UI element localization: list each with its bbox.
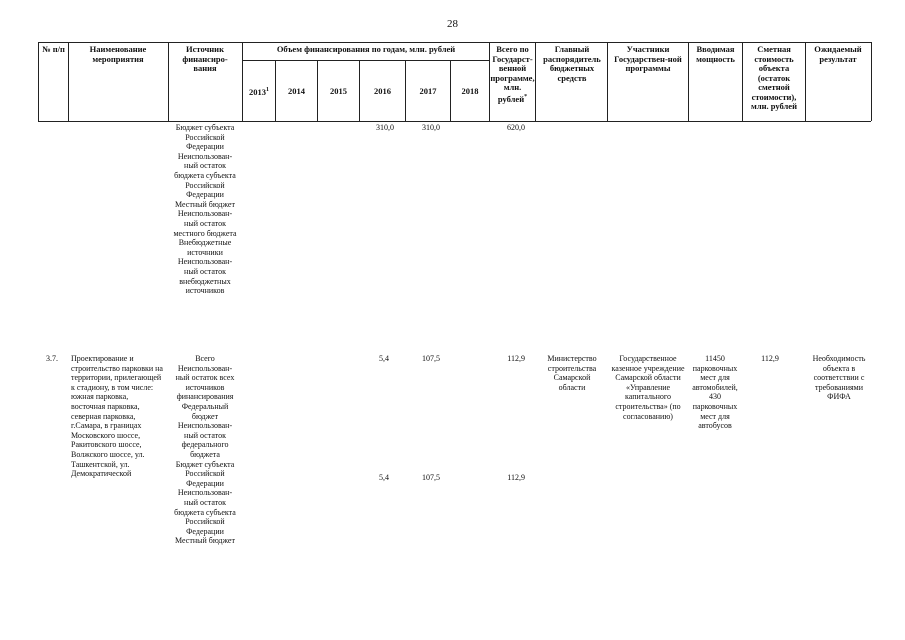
header-top-border — [38, 42, 871, 43]
source-item: Всего — [195, 354, 215, 363]
row-total-regional: 112,9 — [507, 473, 525, 482]
header-estimate: Сметная стоимость объекта (остаток сметной стоимости), млн. рублей — [751, 44, 797, 111]
header-name: Наименование мероприятия — [89, 44, 147, 64]
header-num: № п/п — [42, 44, 65, 54]
row-total: 112,9 — [507, 354, 525, 363]
block1-2017: 310,0 — [422, 123, 440, 132]
header-bottom-border — [38, 121, 871, 122]
row-2017: 107,5 — [422, 354, 440, 363]
col-border — [38, 42, 39, 121]
header-capacity: Вводимая мощность — [696, 44, 735, 64]
source-item: Бюджет субъекта Российской Федерации — [175, 123, 235, 152]
row-name: Проектирование и строительство парковки на территории, прилегающей к стадиону, в том числе: южная парковка, восточная парковка, северная парковка, г.Самара, в границах Московского шоссе, Ракитовского шоссе, Волжского шоссе, ул. Ташкентской, ул. Демократической — [71, 354, 163, 479]
col-border — [68, 42, 69, 121]
row-participants: Государственное казенное учреждение Самарской области «Управление капитального строительства» (по согласованию) — [611, 354, 685, 421]
header-year-border — [242, 60, 489, 61]
header-manager: Главный распорядитель бюджетных средств — [543, 44, 601, 83]
source-item: Внебюджетные источники — [178, 238, 232, 257]
col-border — [242, 42, 243, 121]
source-item: Неиспользован-ный остаток внебюджетных источников — [177, 257, 233, 296]
source-item: Неиспользован-ный остаток федерального бюджета — [177, 421, 233, 459]
source-item: Местный бюджет — [175, 536, 235, 546]
row-sources — [172, 354, 238, 546]
col-border — [871, 42, 872, 121]
header-result: Ожидаемый результат — [814, 44, 862, 64]
page-number: 28 — [447, 18, 458, 30]
row-2016-regional: 5,4 — [379, 473, 389, 482]
header-year-2017: 2017 — [419, 86, 437, 96]
header-year-2015: 2015 — [330, 86, 347, 96]
source-item: Местный бюджет — [175, 199, 235, 209]
col-border — [535, 42, 536, 121]
header-volume: Объем финансирования по годам, млн. рублей — [276, 44, 456, 54]
source-item: Неиспользован-ный остаток всех источников финансирования — [175, 363, 235, 402]
block1-total: 620,0 — [507, 123, 525, 132]
source-item: Неиспользован-ный остаток бюджета субъекта Российской Федерации — [174, 151, 236, 200]
col-border — [607, 42, 608, 121]
source-item: Бюджет субъекта Российской Федерации — [175, 459, 235, 488]
header-total: Всего по Государст-венной программе, млн. рублей* — [490, 44, 535, 104]
row-estimate: 112,9 — [761, 354, 779, 363]
row-result: Необходимость объекта в соответствии с требованиями ФИФА — [812, 354, 866, 402]
row-capacity: 11450 парковочных мест для автомобилей, 430 парковочных мест для автобусов — [692, 354, 738, 431]
source-item: Неиспользован-ный остаток местного бюджета — [173, 209, 237, 238]
block1-2016: 310,0 — [376, 123, 394, 132]
source-item: Неиспользован-ный остаток бюджета субъекта Российской Федерации — [174, 488, 236, 536]
header-year-2014: 2014 — [288, 86, 305, 96]
header-year-2018: 2018 — [461, 86, 479, 96]
header-year-2013: 2013$^1$ — [249, 86, 269, 97]
block1-sources — [172, 123, 238, 296]
row-2016: 5,4 — [379, 354, 389, 363]
row-number: 3.7. — [46, 354, 58, 363]
header-year-2016: 2016 — [374, 86, 391, 96]
row-2017-regional: 107,5 — [422, 473, 440, 482]
header-participants: Участники Государствен-ной программы — [614, 44, 682, 73]
source-item: Федеральный бюджет — [181, 401, 229, 421]
col-border — [168, 42, 169, 121]
row-manager: Министерство строительства Самарской области — [547, 354, 597, 392]
header-source: Источник финансиро-вания — [182, 44, 228, 73]
